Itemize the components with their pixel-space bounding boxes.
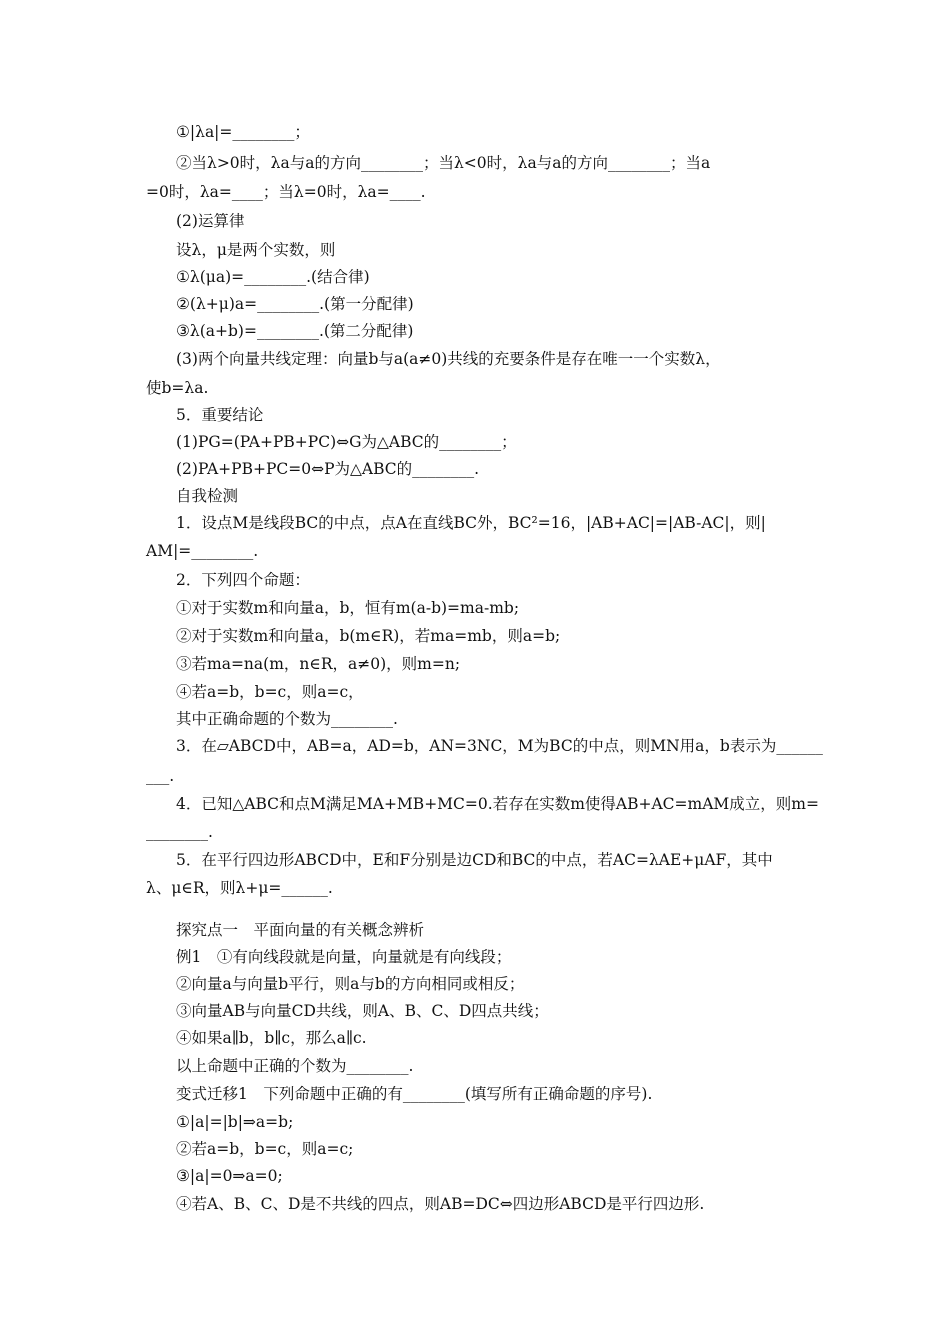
text-line: ②对于实数m和向量a，b(m∈R)，若ma=mb，则a=b; <box>176 627 561 645</box>
text-line: 变式迁移1 下列命题中正确的有________(填写所有正确命题的序号). <box>176 1085 653 1103</box>
text-line: ②(λ+μ)a=________.(第一分配律) <box>176 295 414 313</box>
text-line: ③向量AB与向量CD共线，则A、B、C、D四点共线； <box>176 1002 549 1020</box>
text-line: 使b=λa. <box>146 379 209 397</box>
text-line: λ、μ∈R，则λ+μ=______. <box>146 879 333 897</box>
text-line: (2)PA+PB+PC=0⇔P为△ABC的________. <box>176 460 480 478</box>
text-line: 2．下列四个命题： <box>176 571 310 589</box>
text-line: =0时，λa=____；当λ=0时，λa=____. <box>146 183 426 201</box>
text-line: 4．已知△ABC和点M满足MA+MB+MC=0.若存在实数m使得AB+AC=mAM成立，则m= <box>176 795 819 813</box>
text-line: 例1 ①有向线段就是向量，向量就是有向线段； <box>176 948 512 966</box>
text-line: ②向量a与向量b平行，则a与b的方向相同或相反； <box>176 975 525 993</box>
text-line: ④若A、B、C、D是不共线的四点，则AB=DC⇔四边形ABCD是平行四边形. <box>176 1195 705 1213</box>
text-line: (3)两个向量共线定理：向量b与a(a≠0)共线的充要条件是存在唯一一个实数λ， <box>176 350 721 368</box>
text-line: 1．设点M是线段BC的中点，点A在直线BC外，BC²=16，|AB+AC|=|AB-AC|，则| <box>176 514 766 532</box>
text-line: (2)运算律 <box>176 212 245 230</box>
text-line: ①对于实数m和向量a，b，恒有m(a-b)=ma-mb; <box>176 599 520 617</box>
text-line: (1)PG=(PA+PB+PC)⇔G为△ABC的________； <box>176 433 517 451</box>
section-heading: 5．重要结论 <box>176 406 264 424</box>
text-line: ①|λa|=________； <box>176 123 310 141</box>
text-line: ③λ(a+b)=________.(第二分配律) <box>176 322 414 340</box>
text-line: 其中正确命题的个数为________. <box>176 710 398 728</box>
section-heading: 自我检测 <box>176 487 239 505</box>
text-line: AM|=________. <box>146 542 259 560</box>
text-line: ________. <box>146 823 213 841</box>
text-line: 以上命题中正确的个数为________. <box>176 1057 414 1075</box>
text-line: ①|a|=|b|⇒a=b; <box>176 1113 294 1131</box>
text-line: ④如果a∥b，b∥c，那么a∥c. <box>176 1029 367 1047</box>
text-line: ②当λ>0时，λa与a的方向________；当λ<0时，λa与a的方向________；当a <box>176 154 711 172</box>
text-line: ②若a=b，b=c，则a=c; <box>176 1140 354 1158</box>
text-line: 5．在平行四边形ABCD中，E和F分别是边CD和BC的中点，若AC=λAE+μAF，其中 <box>176 851 773 869</box>
text-line: ③若ma=na(m，n∈R，a≠0)，则m=n; <box>176 655 461 673</box>
text-line: 3．在▱ABCD中，AB=a，AD=b，AN=3NC，M为BC的中点，则MN用a，b表示为______ <box>176 737 823 755</box>
text-line: ④若a=b，b=c，则a=c， <box>176 683 364 701</box>
text-line: ___. <box>146 767 175 785</box>
text-line: 设λ，μ是两个实数，则 <box>176 241 336 259</box>
section-heading: 探究点一 平面向量的有关概念辨析 <box>176 921 425 939</box>
text-line: ③|a|=0⇒a=0; <box>176 1167 283 1185</box>
text-line: ①λ(μa)=________.(结合律) <box>176 268 370 286</box>
